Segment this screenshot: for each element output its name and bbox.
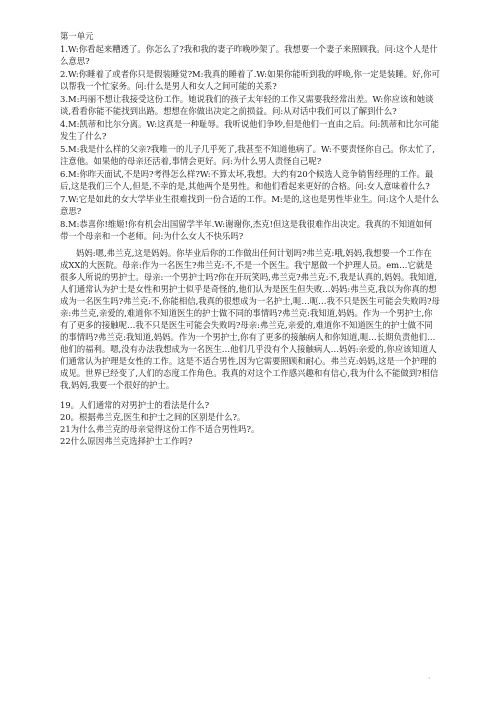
qa-item-8: 8.M:恭喜你!维姬!你有机会出国留学半年.W:谢谢你,杰克!但这是我很难作出决定。我真的不知道如何带一个母亲和一个老师。问:为什么女人不快乐吗? bbox=[60, 219, 433, 241]
qa-item-2: 2.W:你睡着了或者你只是假装睡觉?M:我真的睡着了.W:如果你能听到我的呼唤,你一定是装睡。好,你可以帮我一个忙家务。问:什么是男人和女人之间可能的关系? bbox=[60, 69, 440, 91]
dialogue-paragraph: 妈妈:嗯,弗兰克,这是妈妈。你毕业后你的工作做出任何计划吗?弗兰克:哦,妈妈,我想要一个工作在成XX的大医院。母亲:作为一名医生?弗兰克:不,不是一个医生。我宁愿做一个护理人员。em…它就是很多人所说的男护士。母亲:一个男护士吗?你在开玩笑吗,弗兰克?弗兰克:不,我是认真的,妈妈。我知道,人们通常认为护士是女性和男护士似乎是奇怪的,他们认为是医生但失败…妈妈:弗兰克,我以为你真的想成为一名医生吗?弗兰克:不,你能相信,我真的很想成为一名护士,呃…呃…我不只是医生可能会失败吗?母亲:弗兰克,亲爱的,难道你不知道医生的护士做不同的事情吗?弗兰克:我知道,妈妈。作为一个男护士,你有了更多的接触呢…我不只是医生可能会失败吗?母亲:弗兰克,亲爱的,难道你不知道医生的护士做不同的事情吗?弗兰克:我知道,妈妈。作为一个男护士,你有了更多的接触病人和你知道,呃…长期负责他们…他们的福利。嗯,没有办法我想成为一名医生…他们几乎没有个人接触病人…妈妈:亲爱的,你应该知道人们通常认为护理是女性的工作。这是不适合男性,因为它需要照顾和耐心。弗兰克:妈妈,这是一个护理的成见。世界已经变了,人们的态度工作角色。我真的对这个工作感兴趣和有信心,我为什么不能做到?相信我,妈妈,我要一个很好的护士。 bbox=[60, 248, 440, 390]
qa-item-1: 1.W:你看起来糟透了。你怎么了?我和我的妻子昨晚吵架了。我想要一个妻子来照顾我。问:这个人是什么意思? bbox=[60, 44, 438, 66]
question-21: 21为什么弗兰克的母亲觉得这份工作不适合男性吗?。 bbox=[60, 424, 260, 435]
qa-list bbox=[60, 43, 440, 242]
document-page bbox=[60, 30, 440, 447]
question-20: 20。根据弗兰克,医生和护士之间的区别是什么?。 bbox=[60, 412, 246, 423]
qa-item-7: 7.W:它是如此的女大学毕业生很难找到一份合适的工作。M:是的,这也是男性毕业生。问:这个人是什么意思? bbox=[60, 194, 439, 216]
qa-item-6: 6.M:你昨天面试,不是吗?考得怎么样?W:不算太坏,我想。大约有20个候选人竞争销售经理的工作。最后,这是我们三个人,但是,不幸的是,其他两个是男性。和他们看起来更好的合格。问:女人意味着什么? bbox=[60, 169, 434, 191]
page-marker-dot: · bbox=[428, 674, 431, 683]
question-22: 22什么原因弗兰克选择护士工作吗? bbox=[60, 436, 193, 447]
unit-title: 第一单元 bbox=[60, 31, 94, 41]
qa-item-3: 3.M:玛丽不想让我接受这份工作。她说我们的孩子太年轻的工作又需要我经常出差。W:你应该和她谈谈,看看你能不能找到出路。想想在你做出决定之前损益。问:从对话中我们可以了解到什么? bbox=[60, 94, 434, 116]
question-19: 19。人们通常的对男护士的看法是什么? bbox=[60, 400, 210, 411]
qa-item-4: 4.M:凯蒂和比尔分离。W:这真是一种耻辱。我听说他们争吵,但是他们一直由之后。问:凯蒂和比尔可能发生了什么? bbox=[60, 119, 439, 141]
qa-item-5: 5.M:我是什么样的父亲?我唯一的儿子几乎死了,我甚至不知道他病了。W:不要责怪你自己。你太忙了,注意他。如果他的母亲还活着,事情会更好。问:为什么男人责怪自己呢? bbox=[60, 144, 435, 166]
question-list bbox=[60, 399, 440, 447]
